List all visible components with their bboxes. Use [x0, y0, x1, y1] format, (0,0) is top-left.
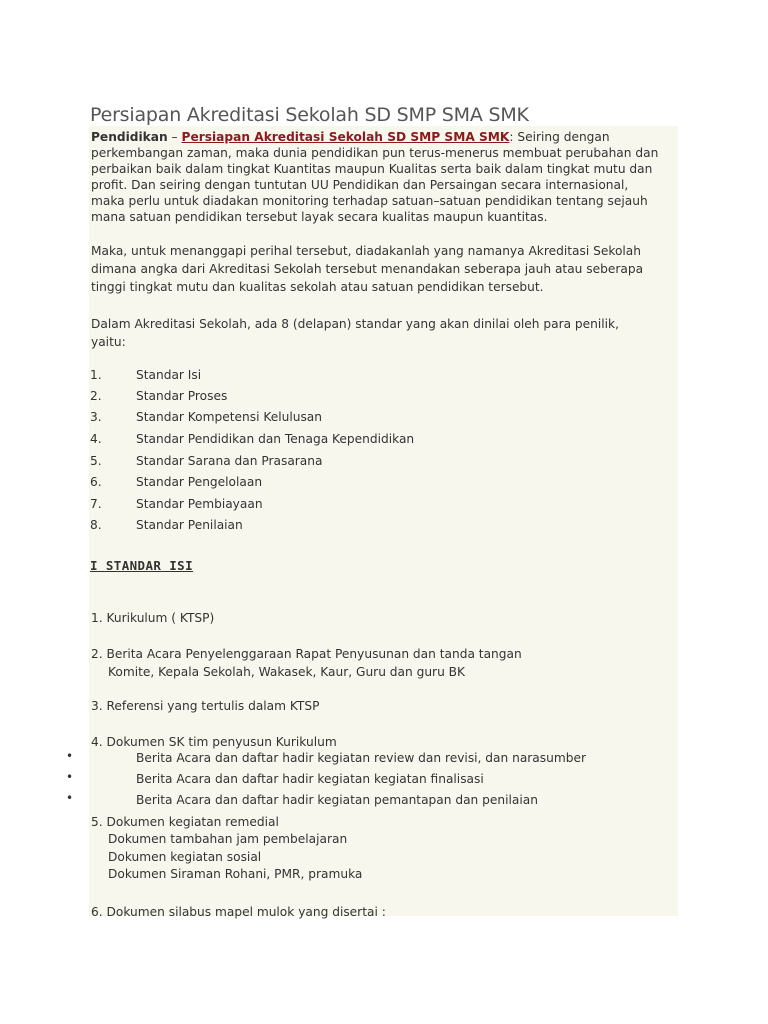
intro-separator: – — [167, 130, 182, 144]
paragraph-standards-intro — [91, 315, 619, 351]
standard-number: 2. — [90, 389, 102, 403]
standard-label: Standar Isi — [136, 368, 202, 382]
bullet-item: Berita Acara dan daftar hadir kegiatan kegiatan finalisasi — [136, 772, 484, 786]
standard-label: Standar Kompetensi Kelulusan — [136, 410, 323, 424]
standard-label: Standar Penilaian — [136, 518, 243, 532]
bullet-item: Berita Acara dan daftar hadir kegiatan review dan revisi, dan narasumber — [136, 751, 586, 765]
intro-first-line — [91, 129, 681, 145]
item-berita-acara-continued: Komite, Kepala Sekolah, Wakasek, Kaur, Guru dan guru BK — [108, 665, 466, 679]
standard-label: Standar Proses — [136, 389, 228, 403]
item-sub-document: Dokumen Siraman Rohani, PMR, pramuka — [108, 867, 363, 881]
paragraph-line: Dalam Akreditasi Sekolah, ada 8 (delapan) standar yang akan dinilai oleh para penilik, — [91, 317, 619, 331]
item-dokumen-remedial: 5. Dokumen kegiatan remedial — [91, 815, 279, 829]
item-kurikulum: 1. Kurikulum ( KTSP) — [91, 611, 215, 625]
paragraph-line: yaitu: — [91, 335, 126, 349]
standard-number: 7. — [90, 497, 102, 511]
bullet-icon: • — [66, 749, 74, 763]
item-dokumen-sk: 4. Dokumen SK tim penyusun Kurikulum — [91, 735, 337, 749]
paragraph-line: Maka, untuk menanggapi perihal tersebut, diadakanlah yang namanya Akreditasi Sekolah — [91, 244, 641, 258]
intro-line: perbaikan baik dalam tingkat Kuantitas maupun Kualitas serta baik dalam tingkat mutu dan — [91, 162, 653, 176]
page-title: Persiapan Akreditasi Sekolah SD SMP SMA SMK — [90, 104, 529, 126]
article-title-link[interactable]: Persiapan Akreditasi Sekolah SD SMP SMA SMK — [181, 130, 510, 144]
section-heading: I STANDAR ISI — [90, 558, 194, 573]
item-sub-document: Dokumen tambahan jam pembelajaran — [108, 832, 348, 846]
standard-number: 3. — [90, 410, 102, 424]
bullet-item: Berita Acara dan daftar hadir kegiatan pemantapan dan penilaian — [136, 793, 538, 807]
item-silabus: 6. Dokumen silabus mapel mulok yang disertai : — [91, 905, 386, 919]
item-berita-acara: 2. Berita Acara Penyelenggaraan Rapat Penyusunan dan tanda tangan — [91, 647, 522, 661]
paragraph-line: tinggi tingkat mutu dan kualitas sekolah atau satuan pendidikan tersebut. — [91, 280, 544, 294]
standard-number: 8. — [90, 518, 102, 532]
standard-number: 4. — [90, 432, 102, 446]
bullet-icon: • — [66, 770, 74, 784]
standard-label: Standar Sarana dan Prasarana — [136, 454, 323, 468]
bullet-icon: • — [66, 791, 74, 805]
intro-line: perkembangan zaman, maka dunia pendidikan pun terus-menerus membuat perubahan dan — [91, 146, 659, 160]
standard-label: Standar Pembiayaan — [136, 497, 263, 511]
item-sub-document: Dokumen kegiatan sosial — [108, 850, 262, 864]
category-label: Pendidikan — [91, 130, 168, 144]
item-referensi: 3. Referensi yang tertulis dalam KTSP — [91, 699, 320, 713]
standard-number: 5. — [90, 454, 102, 468]
paragraph-line: dimana angka dari Akreditasi Sekolah tersebut menandakan seberapa jauh atau seberapa — [91, 262, 644, 276]
intro-first-line-text: : Seiring dengan — [509, 130, 610, 144]
intro-line: mana satuan pendidikan tersebut layak secara kualitas maupun kuantitas. — [91, 210, 548, 224]
intro-paragraph — [91, 129, 681, 225]
standard-label: Standar Pengelolaan — [136, 475, 263, 489]
standard-label: Standar Pendidikan dan Tenaga Kependidikan — [136, 432, 415, 446]
intro-line: maka perlu untuk diadakan monitoring terhadap satuan–satuan pendidikan tentang sejauh — [91, 194, 648, 208]
standard-number: 1. — [90, 368, 102, 382]
standard-number: 6. — [90, 475, 102, 489]
paragraph-accreditation — [91, 242, 643, 296]
intro-line: profit. Dan seiring dengan tuntutan UU Pendidikan dan Persaingan secara internasional, — [91, 178, 629, 192]
